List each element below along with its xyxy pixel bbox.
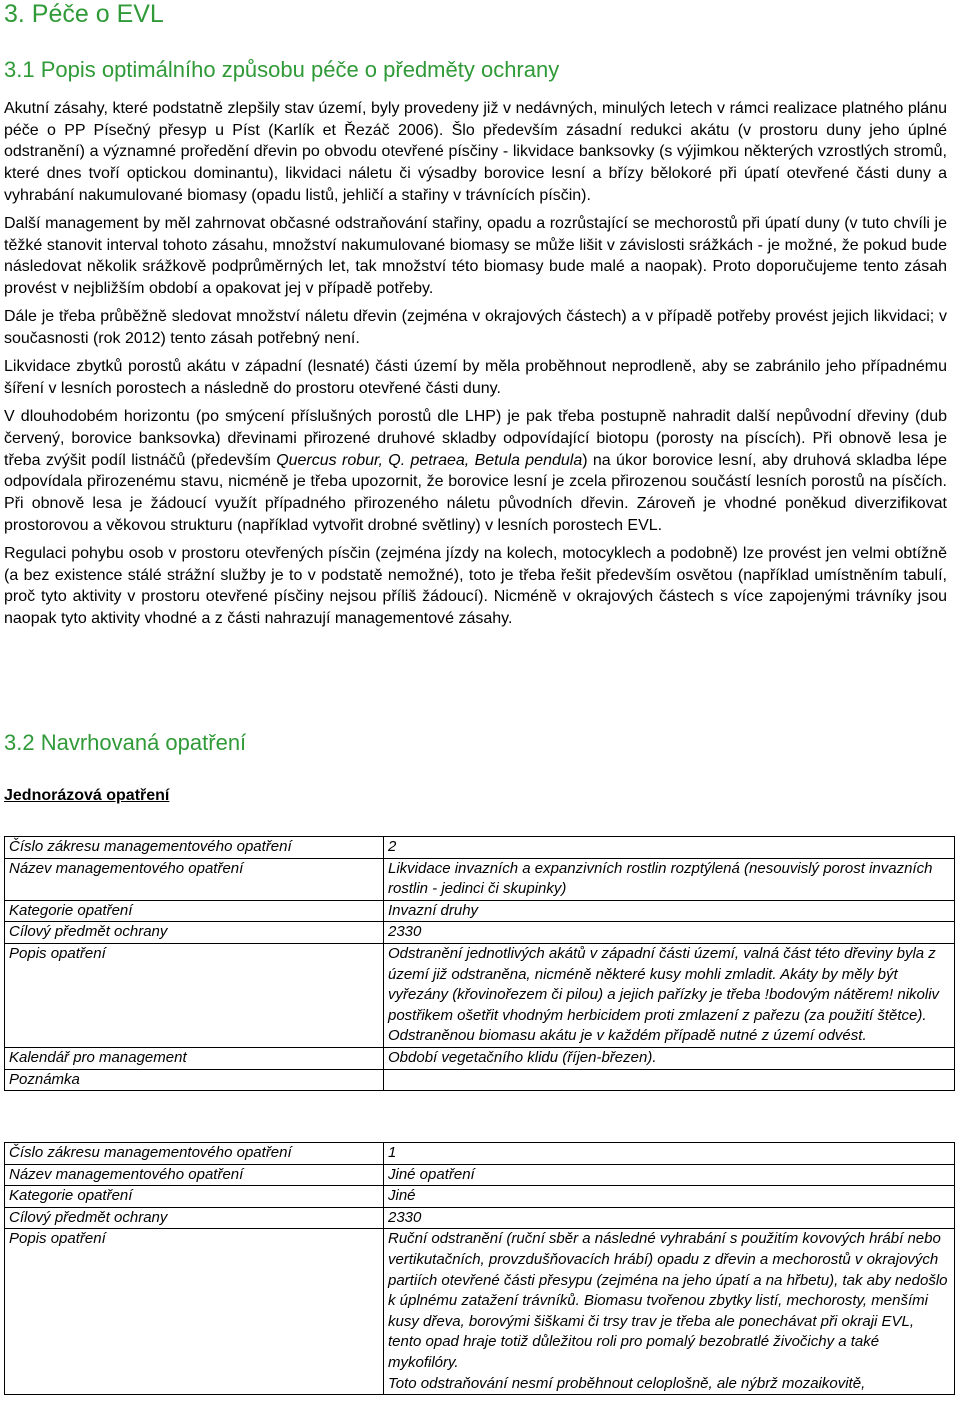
chapter-heading: 3. Péče o EVL bbox=[4, 0, 164, 28]
table-value-text-continued: Toto odstraňování nesmí proběhnout celoplošně, ale nýbrž mozaikovitě, bbox=[388, 1374, 866, 1392]
table-value bbox=[384, 1229, 955, 1395]
table-key: Kalendář pro management bbox=[5, 1047, 384, 1069]
table-key: Cílový předmět ochrany bbox=[5, 922, 384, 944]
measure-table-2 bbox=[4, 1142, 955, 1395]
subheading-one-time-measures: Jednorázová opatření bbox=[4, 787, 170, 804]
table-key: Kategorie opatření bbox=[5, 900, 384, 922]
paragraph-5-part-a: V dlouhodobém horizontu (po smýcení příslušných porostů dle LHP) je pak třeba postupně nahradit další nepůvodní dřeviny (dub červený, borovice banksovka) dřevinami přirozené druhové skladby odpovídající biotopu (porosty na píscích). Při obnově lesa je třeba zvýšit podíl listnáčů (především bbox=[4, 408, 947, 469]
table-row bbox=[5, 1186, 955, 1208]
table-value: Invazní druhy bbox=[384, 900, 955, 922]
table-row bbox=[5, 858, 955, 900]
table-value: Jiné opatření bbox=[384, 1164, 955, 1186]
measure-table-1 bbox=[4, 836, 955, 1091]
table-key: Kategorie opatření bbox=[5, 1186, 384, 1208]
paragraph-2: Další management by měl zahrnovat občasné odstraňování stařiny, opadu a rozrůstající se mechorostů při úpatí duny (v tuto chvíli je těžké stanovit interval tohoto zásahu, množství nakumulované biomasy se může lišit v závislosti srážkách - je možné, že pokud bude následovat několik srážkově podprůměrných let, tak množství této biomasy bude malé a naopak). Proto doporučujeme tento zásah provést v nejbližším období a opakovat jej v případě potřeby. bbox=[4, 215, 947, 298]
table-key: Název managementového opatření bbox=[5, 858, 384, 900]
paragraph-6: Regulaci pohybu osob v prostoru otevřených písčin (zejména jízdy na kolech, motocyklech a podobně) lze provést jen velmi obtížně (a bez existence stálé strážní služby je to v podstatě nemožné), toto je třeba řešit především osvětou (například umístněním tabulí, proč tyto aktivity v prostoru otevřené písčiny nejsou příliš žádoucí). Nicméně v okrajových částech s více zapojenými trávníky jsou naopak tyto aktivity vhodné a z části nahrazují managementové zásahy. bbox=[4, 544, 947, 627]
table-value: 2330 bbox=[384, 922, 955, 944]
species-names: Quercus robur, Q. petraea, Betula pendula bbox=[276, 451, 583, 469]
table-row bbox=[5, 922, 955, 944]
table-value: Období vegetačního klidu (říjen-březen). bbox=[384, 1047, 955, 1069]
table-row bbox=[5, 1047, 955, 1069]
table-row bbox=[5, 1229, 955, 1395]
paragraph-5-part-b: ) na úkor borovice lesní, aby druhová skladba lépe odpovídala přirozenému stavu, nicméně je třeba upozornit, že borovice lesní je zcela přirozenou součástí lesních porostů na písčích. Při obnově lesa je žádoucí využít případného přirozeného náletu původních dřevin. Zároveň je vhodné poněkud diverzifikovat prostorovou a věkovou strukturu (například vytvořit drobné světliny) v lesních porostech EVL. bbox=[4, 451, 948, 534]
body-text bbox=[4, 98, 947, 636]
table-row bbox=[5, 943, 955, 1047]
section-heading-3-1: 3.1 Popis optimálního způsobu péče o předměty ochrany bbox=[4, 57, 560, 82]
table-row bbox=[5, 1143, 955, 1165]
table-value bbox=[384, 1069, 955, 1091]
table-value-text: Ruční odstranění (ruční sběr a následné vyhrabání s použitím kovových hrábí nebo vertikutačních, provzdušňovacích hrábí) opadu z dřevin a mechorostů v okrajových partiích otevřené části přesypu (zejména na jeho úpatí a na hřbetu), tak aby nedošlo k úplnému zatažení trávníků. Biomasu tvořenou zbytky listí, mechorosty, menšími kusy dřeva, borovými šiškami či trsy trav je třeba ale ponechávat při okraji EVL, tento opad hraje totiž důležitou roli pro pomalý bezobratlé živočichy a také mykofilóry. bbox=[388, 1230, 948, 1371]
table-key: Poznámka bbox=[5, 1069, 384, 1091]
table-value: 2 bbox=[384, 837, 955, 859]
table-row bbox=[5, 837, 955, 859]
table-value: 2330 bbox=[384, 1207, 955, 1229]
section-heading-3-2: 3.2 Navrhovaná opatření bbox=[4, 730, 247, 755]
table-key: Popis opatření bbox=[5, 943, 384, 1047]
table-key: Číslo zákresu managementového opatření bbox=[5, 837, 384, 859]
table-key: Cílový předmět ochrany bbox=[5, 1207, 384, 1229]
table-value: Odstranění jednotlivých akátů v západní části území, valná část této dřeviny byla z území již odstraněna, nicméně některé kusy mohli zmladit. Akáty by měly být vyřezány (křovinořezem či pilou) a jejich pařízky je třeba !bodovým nátěrem! nikoliv postřikem ošetřit vhodným herbicidem proti zmlazení z pařezu (za použití štětce). Odstraněnou biomasu akátu je v každém případě nutné z území odvést. bbox=[384, 943, 955, 1047]
table-row bbox=[5, 1164, 955, 1186]
paragraph-4: Likvidace zbytků porostů akátu v západní (lesnaté) části území by měla proběhnout neprodleně, aby se zabránilo jeho případnému šíření v lesních porostech a následně do prostoru otevřené části duny. bbox=[4, 358, 947, 397]
table-value: Jiné bbox=[384, 1186, 955, 1208]
table-key: Popis opatření bbox=[5, 1229, 384, 1395]
paragraph-3: Dále je třeba průběžně sledovat množství náletu dřevin (zejména v okrajových částech) a v případě potřeby provést jejich likvidaci; v současnosti (rok 2012) tento zásah potřebný není. bbox=[4, 308, 947, 348]
table-row bbox=[5, 1207, 955, 1229]
table-key: Název managementového opatření bbox=[5, 1164, 384, 1186]
table-row bbox=[5, 1069, 955, 1091]
paragraph-5 bbox=[4, 406, 947, 536]
table-row bbox=[5, 900, 955, 922]
table-value: Likvidace invazních a expanzivních rostlin rozptýlená (nesouvislý porost invazních rostlin - jedinci či skupinky) bbox=[384, 858, 955, 900]
paragraph-1: Akutní zásahy, které podstatně zlepšily stav území, byly provedeny již v nedávných, minulých letech v rámci realizace platného plánu péče o PP Písečný přesyp u Píst (Karlík et Řezáč 2006). Šlo především zásadní redukci akátu (v prostoru duny jeho úplné odstranění) a významné proředění dřevin po obvodu otevřené písčiny - likvidace banksovky (s výjimkou některých vzrostlých stromů, které dnes tvoří optickou dominantu), likvidaci náletu či výsadby borovice lesní a břízy bělokoré při úpatí otevřené části duny a vyhrabání nakumulované biomasy (opadu listů, jehličí a stařiny v trávnících písčin). bbox=[4, 100, 947, 204]
table-key: Číslo zákresu managementového opatření bbox=[5, 1143, 384, 1165]
table-value: 1 bbox=[384, 1143, 955, 1165]
